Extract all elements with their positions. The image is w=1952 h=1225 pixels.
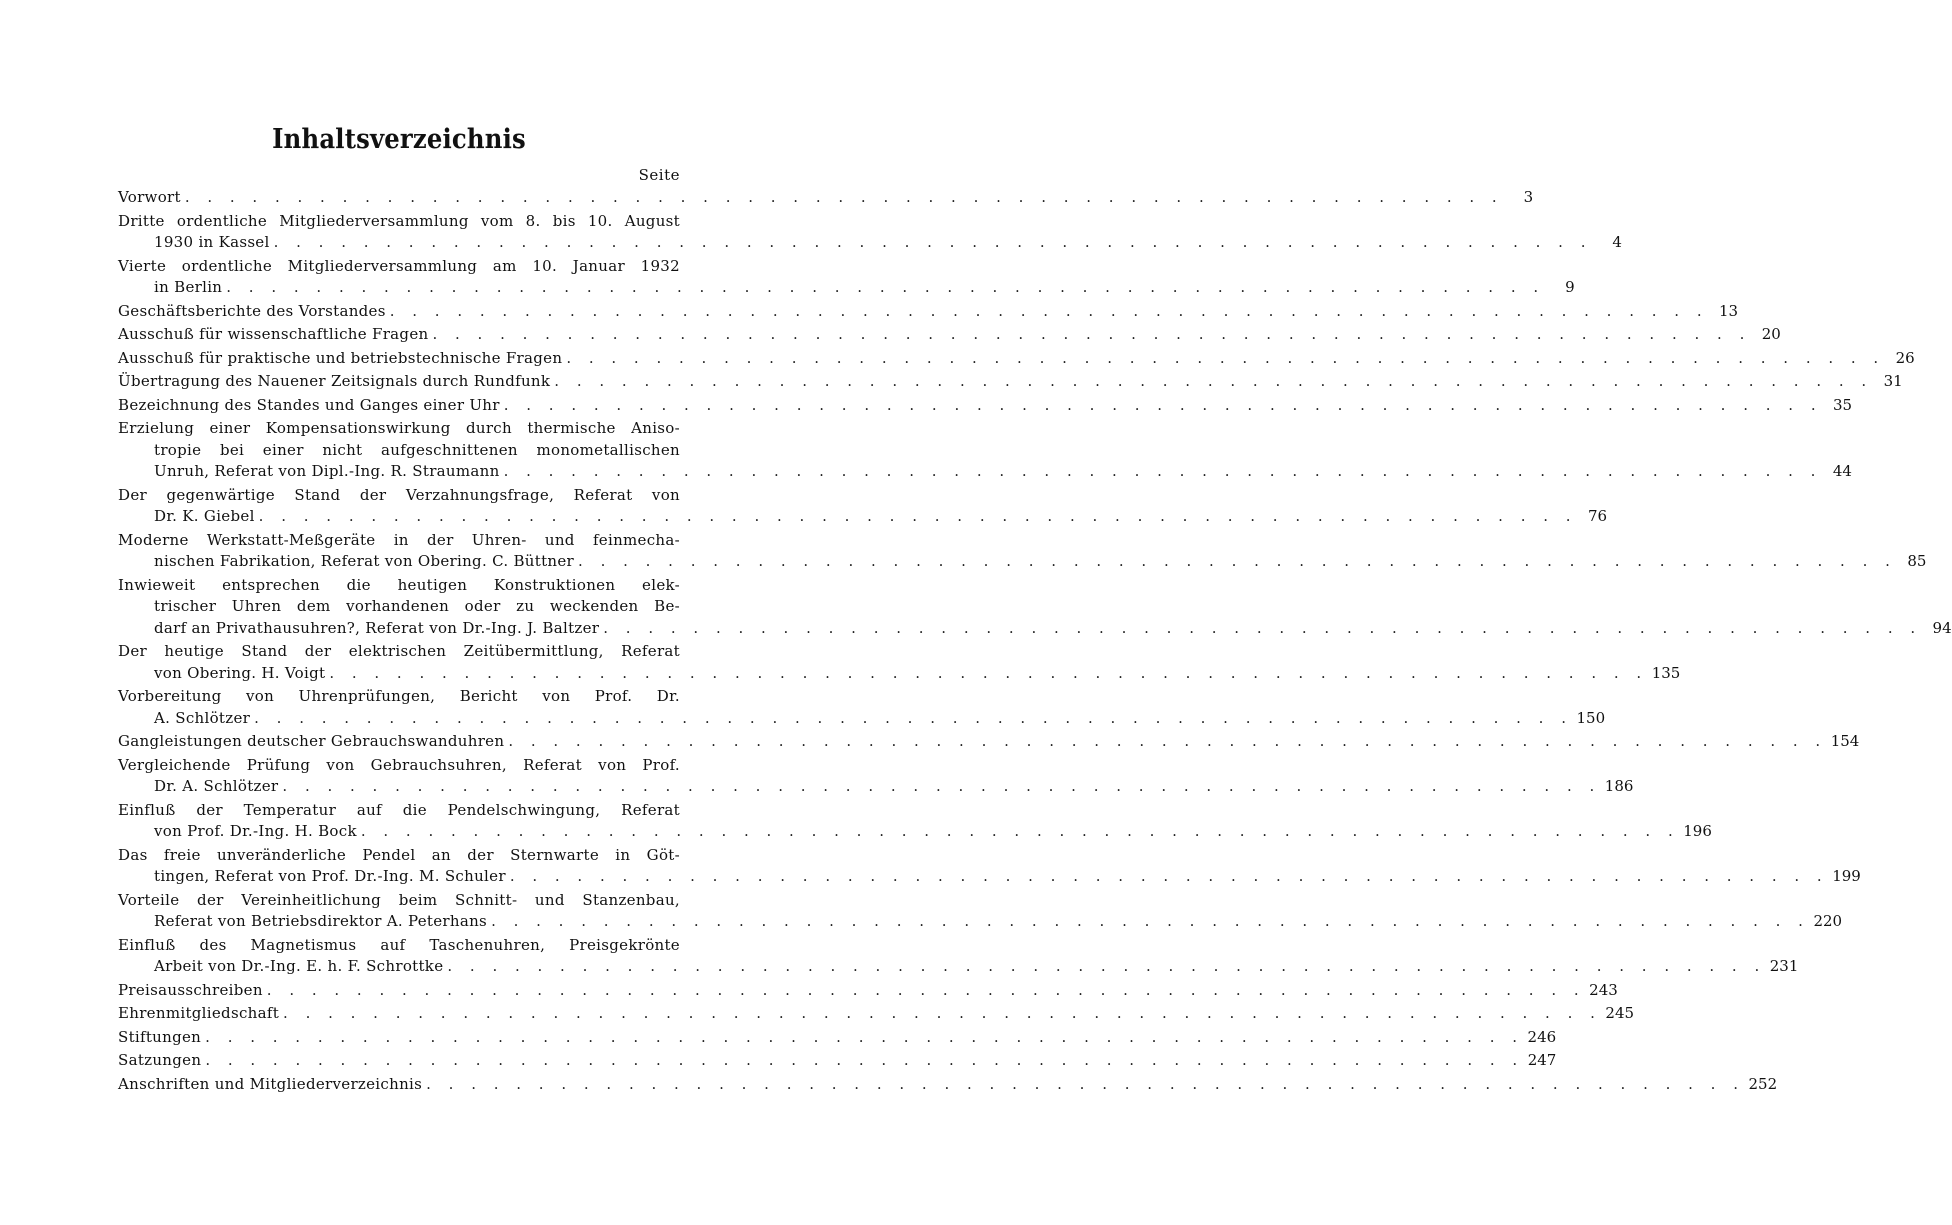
toc-entry-text: Erzielung einer Kompensationswirkung durch thermische Aniso-: [118, 419, 680, 437]
toc-entry-text: Unruh, Referat von Dipl.-Ing. R. Straumann: [154, 462, 500, 480]
toc-entry-text: nischen Fabrikation, Referat von Obering. C. Büttner: [154, 552, 575, 570]
toc-page-number: 199: [1832, 867, 1861, 885]
toc-entry-text: Moderne Werkstatt-Meßgeräte in der Uhren- und feinmecha-: [118, 530, 680, 549]
page-title: Inhaltsverzeichnis: [272, 124, 526, 155]
toc-entry: [118, 935, 1799, 978]
toc-entry: [118, 641, 1681, 684]
toc-entry-text: Vorwort: [118, 188, 181, 206]
toc-entry: [118, 395, 1853, 417]
toc-entry-text: Arbeit von Dr.-Ing. E. h. F. Schrottke: [154, 957, 444, 975]
toc-page-number: 85: [1907, 552, 1927, 570]
toc-entry-line: [118, 641, 680, 663]
toc-entry: [118, 187, 1534, 209]
toc-entry-line: [118, 663, 1681, 685]
toc-entry-line: [118, 1050, 1557, 1072]
toc-page-number: 243: [1589, 980, 1618, 999]
dot-leader: . . . . . . . . . . . . . . . . . . . . . . . . . . . . . . . . . . . . . . . . . . . . . . . . . . . . . . . . . . .: [254, 708, 1573, 727]
dot-leader: . . . . . . . . . . . . . . . . . . . . . . . . . . . . . . . . . . . . . . . . . . . . . . . . . . . . . . . . . . .: [554, 372, 1873, 390]
toc-entry: [118, 348, 1915, 370]
toc-entry-text: Gangleistungen deutscher Gebrauchswanduhren: [118, 732, 505, 750]
toc-entry: [118, 1027, 1557, 1049]
toc-entry-line: [118, 890, 680, 912]
dot-leader: . . . . . . . . . . . . . . . . . . . . . . . . . . . . . . . . . . . . . . . . . . . . . . . . . . . . . . . . . . .: [432, 325, 1751, 343]
toc-entry-text: Dr. A. Schlötzer: [154, 777, 279, 795]
toc-entry: [118, 485, 1608, 528]
dot-leader: . . . . . . . . . . . . . . . . . . . . . . . . . . . . . . . . . . . . . . . . . . . . . . . . . . . . . . . . . . .: [226, 278, 1545, 296]
toc-entry-text: Ehrenmitgliedschaft: [118, 1004, 280, 1022]
toc-page-number: 76: [1587, 507, 1608, 525]
toc-entry-line: [118, 348, 1915, 370]
toc-entry: [118, 1050, 1557, 1072]
toc-entry-text: von Prof. Dr.-Ing. H. Bock: [154, 822, 357, 840]
toc-entry: [118, 731, 1860, 753]
toc-entry-text: Referat von Betriebsdirektor A. Peterhans: [154, 912, 488, 930]
toc-entry-text: Der gegenwärtige Stand der Verzahnungsfrage, Referat von: [118, 485, 680, 504]
toc-entry-text: Ausschuß für praktische und betriebstechnische Fragen: [118, 348, 563, 367]
toc-entry-line: [118, 800, 680, 822]
dot-leader: . . . . . . . . . . . . . . . . . . . . . . . . . . . . . . . . . . . . . . . . . . . . . . . . . . . . . . . . . . .: [205, 1027, 1524, 1046]
toc-entry-line: [118, 485, 680, 507]
dot-leader: . . . . . . . . . . . . . . . . . . . . . . . . . . . . . . . . . . . . . . . . . . . . . . . . . . . . . . . . . . .: [329, 663, 1648, 682]
dot-leader: . . . . . . . . . . . . . . . . . . . . . . . . . . . . . . . . . . . . . . . . . . . . . . . . . . . . . . . . . . .: [282, 777, 1601, 795]
toc-entry-text: Dritte ordentliche Mitgliederversammlung vom 8. bis 10. August: [118, 211, 680, 230]
toc-entry: [118, 980, 1618, 1002]
toc-entry-text: Das freie unveränderliche Pendel an der Sternwarte in Göt-: [118, 845, 680, 864]
toc-entry-line: [118, 618, 1952, 640]
toc-page-number: 247: [1527, 1051, 1557, 1069]
toc-entry-line: [118, 232, 1622, 254]
dot-leader: . . . . . . . . . . . . . . . . . . . . . . . . . . . . . . . . . . . . . . . . . . . . . . . . . . . . . . . . . . .: [205, 1051, 1524, 1069]
toc-entry-text: von Obering. H. Voigt: [154, 663, 326, 682]
toc-entry-line: [118, 776, 1634, 798]
toc-entry-line: [118, 935, 680, 957]
toc-page-number: 196: [1683, 822, 1712, 840]
toc-entry: [118, 1003, 1635, 1025]
toc-entry-line: [118, 371, 1903, 393]
toc-entry-line: [118, 440, 680, 462]
toc-page-number: 31: [1883, 372, 1903, 390]
toc-entry-line: [118, 755, 680, 777]
toc-entry-text: Stiftungen: [118, 1027, 202, 1046]
toc-entry-text: Inwieweit entsprechen die heutigen Konstruktionen elek-: [118, 575, 680, 594]
toc-page-number: 94: [1932, 618, 1952, 637]
toc-page-number: 246: [1527, 1027, 1557, 1046]
toc-entry-line: [118, 845, 680, 867]
toc-entry-line: [118, 575, 680, 597]
toc-entry: [118, 845, 1861, 888]
dot-leader: . . . . . . . . . . . . . . . . . . . . . . . . . . . . . . . . . . . . . . . . . . . . . . . . . . . . . . . . . . .: [283, 1004, 1602, 1022]
toc-entry-text: Bezeichnung des Standes und Ganges einer Uhr: [118, 395, 500, 414]
toc-entry-line: [118, 301, 1739, 323]
toc-page-number: 135: [1651, 663, 1681, 682]
toc-entry-text: Ausschuß für wissenschaftliche Fragen: [118, 325, 429, 343]
toc-entry-text: in Berlin: [154, 278, 223, 296]
toc-entry-text: Vierte ordentliche Mitgliederversammlung am 10. Januar 1932: [118, 256, 680, 275]
toc-page-number: 3: [1523, 188, 1534, 206]
toc-entry-text: darf an Privathausuhren?, Referat von Dr.-Ing. J. Baltzer: [154, 618, 600, 637]
dot-leader: . . . . . . . . . . . . . . . . . . . . . . . . . . . . . . . . . . . . . . . . . . . . . . . . . . . . . . . . . . .: [503, 395, 1823, 414]
toc-entry-line: [118, 1074, 1778, 1096]
dot-leader: . . . . . . . . . . . . . . . . . . . . . . . . . . . . . . . . . . . . . . . . . . . . . . . . . . . . . . . . . . .: [184, 188, 1504, 206]
toc-entry-line: [118, 911, 1843, 933]
toc-entry-line: [118, 956, 1799, 978]
toc-page-number: 35: [1833, 395, 1853, 414]
toc-entry-line: [118, 461, 1852, 483]
toc-entry-text: Vorteile der Vereinheitlichung beim Schnitt- und Stanzenbau,: [118, 890, 680, 909]
toc-entry: [118, 800, 1712, 843]
table-of-contents: [118, 187, 1952, 1097]
toc-entry-text: tingen, Referat von Prof. Dr.-Ing. M. Schuler: [154, 867, 506, 885]
toc-entry: [118, 211, 1622, 254]
toc-entry-line: [118, 821, 1712, 843]
toc-entry: [118, 256, 1575, 299]
toc-page-number: 20: [1761, 325, 1781, 343]
toc-entry-line: [118, 731, 1860, 753]
dot-leader: . . . . . . . . . . . . . . . . . . . . . . . . . . . . . . . . . . . . . . . . . . . . . . . . . . . . . . . . . . .: [578, 552, 1897, 570]
toc-entry-line: [118, 980, 1618, 1002]
dot-leader: . . . . . . . . . . . . . . . . . . . . . . . . . . . . . . . . . . . . . . . . . . . . . . . . . . . . . . . . . . .: [491, 912, 1810, 930]
toc-entry-line: [118, 866, 1861, 888]
toc-entry: [118, 324, 1781, 346]
dot-leader: . . . . . . . . . . . . . . . . . . . . . . . . . . . . . . . . . . . . . . . . . . . . . . . . . . . . . . . . . . .: [447, 957, 1766, 975]
dot-leader: . . . . . . . . . . . . . . . . . . . . . . . . . . . . . . . . . . . . . . . . . . . . . . . . . . . . . . . . . . .: [273, 233, 1592, 251]
toc-entry-line: [118, 418, 680, 440]
toc-entry-text: Anschriften und Mitgliederverzeichnis: [118, 1074, 423, 1093]
toc-entry-text: A. Schlötzer: [154, 708, 251, 727]
toc-entry-line: [118, 530, 680, 552]
toc-entry: [118, 890, 1843, 933]
toc-entry-text: Satzungen: [118, 1051, 202, 1069]
dot-leader: . . . . . . . . . . . . . . . . . . . . . . . . . . . . . . . . . . . . . . . . . . . . . . . . . . . . . . . . . . .: [503, 462, 1822, 480]
toc-page-number: 9: [1565, 278, 1575, 296]
dot-leader: . . . . . . . . . . . . . . . . . . . . . . . . . . . . . . . . . . . . . . . . . . . . . . . . . . . . . . . . . . .: [258, 507, 1578, 525]
dot-leader: . . . . . . . . . . . . . . . . . . . . . . . . . . . . . . . . . . . . . . . . . . . . . . . . . . . . . . . . . . .: [508, 732, 1827, 750]
toc-page-number: 186: [1604, 777, 1634, 795]
toc-entry: [118, 301, 1739, 323]
toc-entry: [118, 1074, 1778, 1096]
dot-leader: . . . . . . . . . . . . . . . . . . . . . . . . . . . . . . . . . . . . . . . . . . . . . . . . . . . . . . . . . . .: [266, 980, 1586, 999]
toc-entry-line: [118, 395, 1853, 417]
toc-entry-text: Vorbereitung von Uhrenprüfungen, Bericht von Prof. Dr.: [118, 687, 680, 705]
dot-leader: . . . . . . . . . . . . . . . . . . . . . . . . . . . . . . . . . . . . . . . . . . . . . . . . . . . . . . . . . . .: [389, 301, 1709, 320]
toc-entry-text: Dr. K. Giebel: [154, 507, 255, 525]
toc-page-number: 252: [1748, 1074, 1778, 1093]
toc-entry-line: [118, 324, 1781, 346]
toc-entry: [118, 371, 1903, 393]
toc-entry-line: [118, 277, 1575, 299]
dot-leader: . . . . . . . . . . . . . . . . . . . . . . . . . . . . . . . . . . . . . . . . . . . . . . . . . . . . . . . . . . .: [360, 822, 1680, 840]
toc-entry-text: Einfluß der Temperatur auf die Pendelschwingung, Referat: [118, 800, 680, 819]
toc-entry-line: [118, 211, 680, 233]
toc-entry-text: Der heutige Stand der elektrischen Zeitübermittlung, Referat: [118, 642, 680, 660]
toc-page-number: 13: [1719, 301, 1739, 320]
toc-page-number: 44: [1832, 462, 1852, 480]
toc-entry-line: [118, 256, 680, 278]
page-column-label: Seite: [638, 166, 680, 184]
toc-entry: [118, 686, 1606, 729]
toc-page-number: 150: [1576, 708, 1606, 727]
toc-entry: [118, 575, 1952, 640]
toc-entry-line: [118, 506, 1608, 528]
toc-entry-text: Übertragung des Nauener Zeitsignals durch Rundfunk: [118, 372, 551, 390]
toc-entry-text: trischer Uhren dem vorhandenen oder zu weckenden Be-: [154, 597, 680, 615]
toc-page-number: 245: [1605, 1004, 1635, 1022]
dot-leader: . . . . . . . . . . . . . . . . . . . . . . . . . . . . . . . . . . . . . . . . . . . . . . . . . . . . . . . . . . .: [426, 1074, 1745, 1093]
toc-entry-line: [118, 551, 1927, 573]
toc-entry: [118, 418, 1852, 483]
toc-entry-line: [118, 1003, 1635, 1025]
toc-entry: [118, 755, 1634, 798]
toc-entry-text: Einfluß des Magnetismus auf Taschenuhren, Preisgekrönte: [118, 935, 680, 954]
toc-page-number: 4: [1612, 233, 1622, 251]
toc-page-number: 231: [1769, 957, 1799, 975]
toc-entry-line: [118, 1027, 1557, 1049]
toc-entry-line: [118, 686, 680, 708]
dot-leader: . . . . . . . . . . . . . . . . . . . . . . . . . . . . . . . . . . . . . . . . . . . . . . . . . . . . . . . . . . .: [509, 867, 1829, 885]
toc-entry-line: [118, 596, 680, 618]
dot-leader: . . . . . . . . . . . . . . . . . . . . . . . . . . . . . . . . . . . . . . . . . . . . . . . . . . . . . . . . . . .: [603, 618, 1922, 637]
toc-page-number: 26: [1895, 348, 1915, 367]
toc-entry-text: tropie bei einer nicht aufgeschnittenen monometallischen: [154, 440, 680, 459]
toc-page-number: 220: [1813, 912, 1843, 930]
toc-entry: [118, 530, 1927, 573]
toc-page-number: 154: [1830, 732, 1860, 750]
toc-entry-line: [118, 708, 1606, 730]
toc-entry-text: 1930 in Kassel: [154, 233, 270, 251]
toc-entry-line: [118, 187, 1534, 209]
toc-entry-text: Vergleichende Prüfung von Gebrauchsuhren, Referat von Prof.: [118, 755, 680, 774]
toc-entry-text: Geschäftsberichte des Vorstandes: [118, 301, 386, 320]
dot-leader: . . . . . . . . . . . . . . . . . . . . . . . . . . . . . . . . . . . . . . . . . . . . . . . . . . . . . . . . . . .: [566, 348, 1885, 367]
toc-entry-text: Preisausschreiben: [118, 980, 263, 999]
